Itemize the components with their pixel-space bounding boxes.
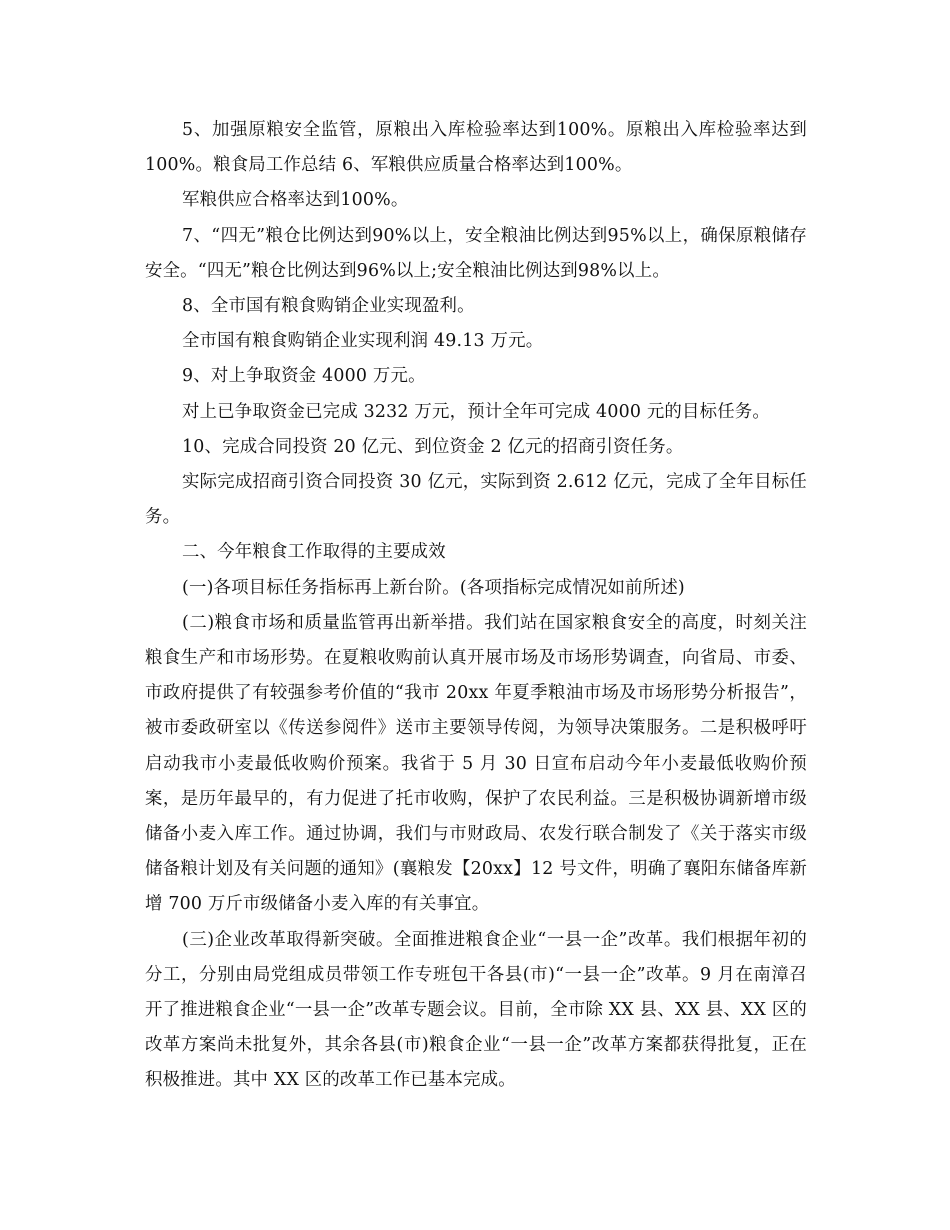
- paragraph-target-7: 7、“四无”粮仓比例达到90%以上，安全粮油比例达到95%以上，确保原粮储存安全。“四无”粮仓比例达到96%以上;安全粮油比例达到98%以上。: [145, 225, 807, 281]
- paragraph-achievement-2: (二)粮食市场和质量监管再出新举措。我们站在国家粮食安全的高度，时刻关注粮食生产和市场形势。在夏粮收购前认真开展市场及市场形势调查，向省局、市委、市政府提供了有较强参考价值的“我市 20xx 年夏季粮油市场及市场形势分析报告”，被市委政研室以《传送参阅件》送市主要领导传阅，为领导决策服务。二是积极呼吁启动我市小麦最低收购价预案。我省于 5 月 30 日宣布启动今年小麦最低收购价预案，是历年最早的，有力促进了托市收购，保护了农民利益。三是积极协调新增市级储备小麦入库工作。通过协调，我们与市财政局、农发行联合制发了《关于落实市级储备粮计划及有关问题的通知》(襄粮发【20xx】12 号文件，明确了襄阳东储备库新增 700 万斤市级储备小麦入库的有关事宜。: [145, 612, 807, 915]
- paragraph-achievement-1: (一)各项目标任务指标再上新台阶。(各项指标完成情况如前所述): [182, 577, 685, 598]
- paragraph-profit: 全市国有粮食购销企业实现利润 49.13 万元。: [182, 331, 544, 352]
- paragraph-achievement-3: (三)企业改革取得新突破。全面推进粮食企业“一县一企”改革。我们根据年初的分工，分别由局党组成员带领工作专班包干各县(市)“一县一企”改革。9 月在南漳召开了推进粮食企业“一县一企”改革专题会议。目前，全市除 XX 县、XX 县、XX 区的改革方案尚未批复外，其余各县(市)粮食企业“一县一企”改革方案都获得批复，正在积极推进。其中 XX 区的改革工作已基本完成。: [145, 929, 807, 1091]
- document-body: [145, 113, 807, 1099]
- paragraph-investment: 实际完成招商引资合同投资 30 亿元，实际到资 2.612 亿元，完成了全年目标任务。: [145, 472, 807, 528]
- paragraph-target-5: 5、加强原粮安全监管，原粮出入库检验率达到100%。原粮出入库检验率达到100%。粮食局工作总结 6、军粮供应质量合格率达到100%。: [145, 120, 807, 176]
- paragraph-target-8: 8、全市国有粮食购销企业实现盈利。: [182, 296, 475, 317]
- section-heading-achievements: 二、今年粮食工作取得的主要成效: [182, 542, 446, 563]
- paragraph-military-grain: 军粮供应合格率达到100%。: [182, 190, 409, 211]
- paragraph-funds: 对上已争取资金已完成 3232 万元，预计全年可完成 4000 元的目标任务。: [182, 401, 770, 422]
- paragraph-target-9: 9、对上争取资金 4000 万元。: [182, 366, 426, 387]
- paragraph-target-10: 10、完成合同投资 20 亿元、到位资金 2 亿元的招商引资任务。: [182, 436, 684, 457]
